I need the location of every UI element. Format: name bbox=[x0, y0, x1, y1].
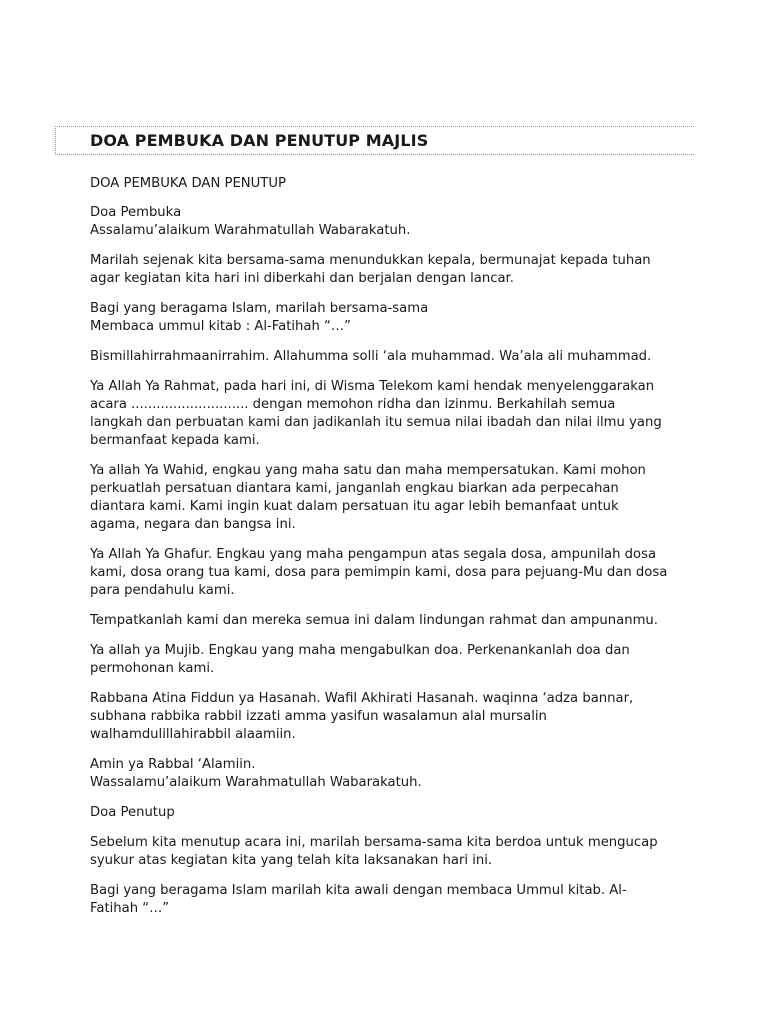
text-line: acara ............................ dengan memohon ridha dan izinmu. Berkahilah semua bbox=[90, 397, 616, 412]
text-line: Fatihah “…” bbox=[90, 901, 170, 916]
text-line: walhamdulillahirabbil alaamiin. bbox=[90, 727, 296, 742]
paragraph bbox=[90, 546, 690, 600]
text-line: Membaca ummul kitab : Al-Fatihah “…” bbox=[90, 319, 351, 334]
text-line: Tempatkanlah kami dan mereka semua ini dalam lindungan rahmat dan ampunanmu. bbox=[90, 613, 658, 628]
text-line: Ya allah ya Mujib. Engkau yang maha mengabulkan doa. Perkenankanlah doa dan bbox=[90, 643, 630, 658]
paragraph bbox=[90, 834, 690, 870]
text-line: perkuatlah persatuan diantara kami, janganlah engkau biarkan ada perpecahan bbox=[90, 481, 619, 496]
paragraph bbox=[90, 252, 690, 288]
text-line: Bagi yang beragama Islam, marilah bersama-sama bbox=[90, 301, 429, 316]
paragraph bbox=[90, 612, 690, 630]
paragraph bbox=[90, 642, 690, 678]
paragraph bbox=[90, 300, 690, 336]
text-line: Doa Penutup bbox=[90, 805, 175, 820]
paragraph bbox=[90, 690, 690, 744]
text-line: DOA PEMBUKA DAN PENUTUP bbox=[90, 176, 286, 191]
text-line: permohonan kami. bbox=[90, 661, 215, 676]
paragraph bbox=[90, 882, 690, 918]
text-line: bermanfaat kepada kami. bbox=[90, 433, 260, 448]
paragraph bbox=[90, 462, 690, 534]
text-line: diantara kami. Kami ingin kuat dalam persatuan itu agar lebih bemanfaat untuk bbox=[90, 499, 619, 514]
paragraph bbox=[90, 378, 690, 450]
text-line: Assalamu’alaikum Warahmatullah Wabarakatuh. bbox=[90, 223, 411, 238]
paragraph bbox=[90, 348, 690, 366]
text-line: Doa Pembuka bbox=[90, 205, 182, 220]
paragraph bbox=[90, 756, 690, 792]
text-line: Bismillahirrahmaanirrahim. Allahumma solli ‘ala muhammad. Wa’ala ali muhammad. bbox=[90, 349, 652, 364]
text-line: Wassalamu’alaikum Warahmatullah Wabarakatuh. bbox=[90, 775, 422, 790]
text-line: Amin ya Rabbal ‘Alamiin. bbox=[90, 757, 256, 772]
text-line: Ya allah Ya Wahid, engkau yang maha satu dan maha mempersatukan. Kami mohon bbox=[90, 463, 646, 478]
text-line: kami, dosa orang tua kami, dosa para pemimpin kami, dosa para pejuang-Mu dan dosa bbox=[90, 565, 668, 580]
text-line: Rabbana Atina Fiddun ya Hasanah. Wafil Akhirati Hasanah. waqinna ‘adza bannar, bbox=[90, 691, 634, 706]
text-line: agar kegiatan kita hari ini diberkahi dan berjalan dengan lancar. bbox=[90, 271, 514, 286]
document-body bbox=[90, 175, 690, 930]
text-line: Sebelum kita menutup acara ini, marilah bersama-sama kita berdoa untuk mengucap bbox=[90, 835, 658, 850]
text-line: Marilah sejenak kita bersama-sama menundukkan kepala, bermunajat kepada tuhan bbox=[90, 253, 651, 268]
document-title: DOA PEMBUKA DAN PENUTUP MAJLIS bbox=[90, 131, 429, 150]
paragraph bbox=[90, 204, 690, 240]
text-line: Bagi yang beragama Islam marilah kita awali dengan membaca Ummul kitab. Al- bbox=[90, 883, 627, 898]
paragraph bbox=[90, 175, 690, 193]
text-line: langkah dan perbuatan kami dan jadikanlah itu semua nilai ibadah dan nilai ilmu yang bbox=[90, 415, 662, 430]
text-line: agama, negara dan bangsa ini. bbox=[90, 517, 296, 532]
text-line: syukur atas kegiatan kita yang telah kita laksanakan hari ini. bbox=[90, 853, 493, 868]
paragraph bbox=[90, 804, 690, 822]
text-line: subhana rabbika rabbil izzati amma yasifun wasalamun alal mursalin bbox=[90, 709, 547, 724]
text-line: Ya Allah Ya Ghafur. Engkau yang maha pengampun atas segala dosa, ampunilah dosa bbox=[90, 547, 657, 562]
text-line: Ya Allah Ya Rahmat, pada hari ini, di Wisma Telekom kami hendak menyelenggarakan bbox=[90, 379, 655, 394]
text-line: para pendahulu kami. bbox=[90, 583, 235, 598]
